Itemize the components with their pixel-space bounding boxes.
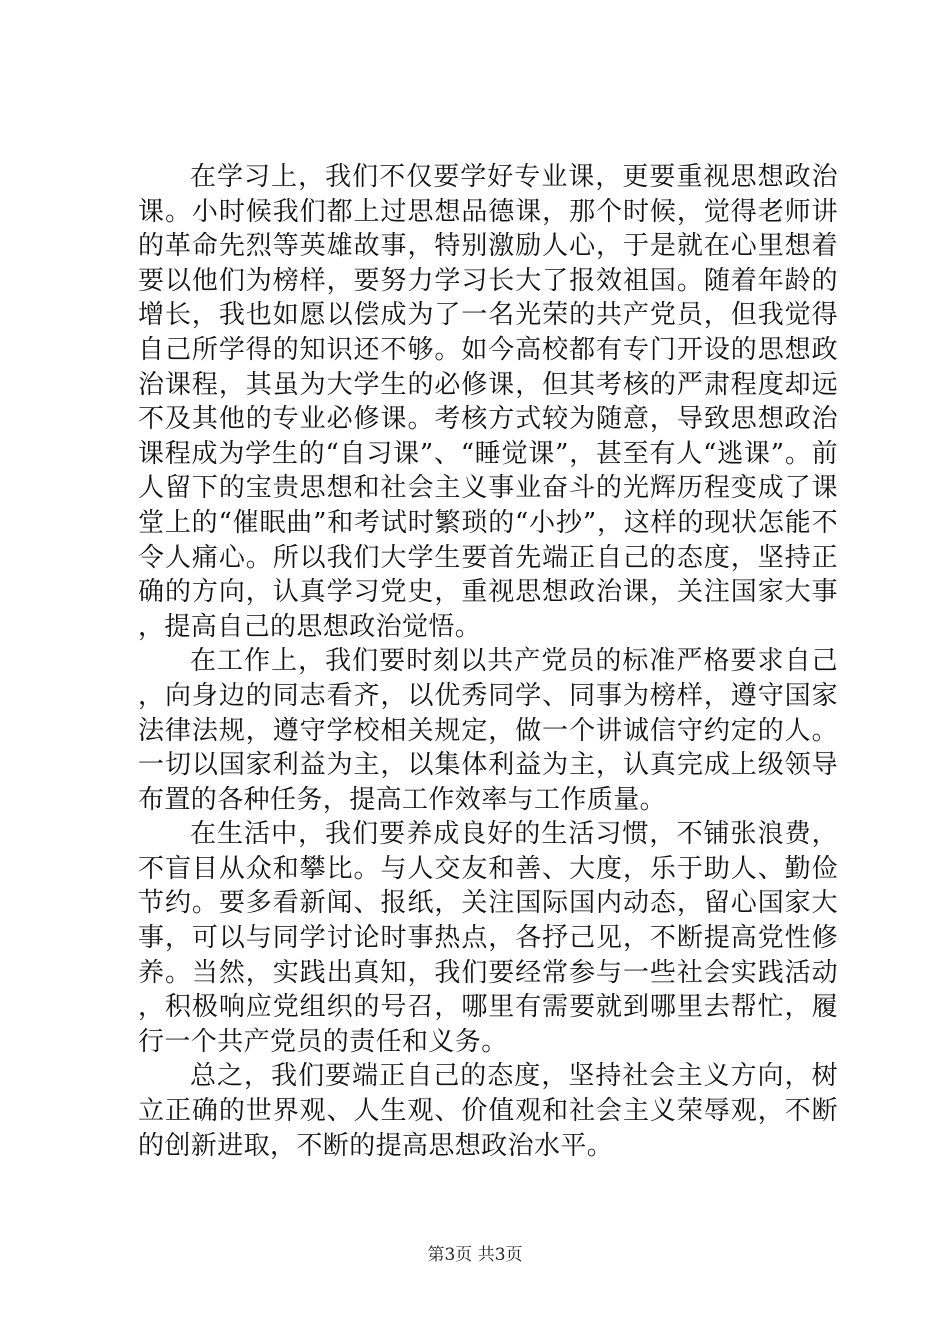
page-number-footer: 第3页 共3页: [427, 1245, 523, 1265]
paragraph-life: 在生活中，我们要养成良好的生活习惯，不铺张浪费，不盲目从众和攀比。与人交友和善、大度，乐于助人、勤俭节约。要多看新闻、报纸，关注国际国内动态，留心国家大事，可以与同学讨论时事热点，各抒己见，不断提高党性修养。当然，实践出真知，我们要经常参与一些社会实践活动，积极响应党组织的号召，哪里有需要就到哪里去帮忙，履行一个共产党员的责任和义务。: [138, 819, 838, 1057]
paragraph-conclusion: 总之，我们要端正自己的态度，坚持社会主义方向，树立正确的世界观、人生观、价值观和社会主义荣辱观，不断的创新进取，不断的提高思想政治水平。: [138, 1061, 838, 1161]
paragraph-work: 在工作上，我们要时刻以共产党员的标准严格要求自己，向身边的同志看齐，以优秀同学、同事为榜样，遵守国家法律法规，遵守学校相关规定，做一个讲诚信守约定的人。一切以国家利益为主，以集体利益为主，认真完成上级领导布置的各种任务，提高工作效率与工作质量。: [138, 646, 838, 815]
document-body: [138, 160, 838, 1163]
paragraph-study: 在学习上，我们不仅要学好专业课，更要重视思想政治课。小时候我们都上过思想品德课，那个时候，觉得老师讲的革命先烈等英雄故事，特别激励人心，于是就在心里想着要以他们为榜样，要努力学习长大了报效祖国。随着年龄的增长，我也如愿以偿成为了一名光荣的共产党员，但我觉得自己所学得的知识还不够。如今高校都有专门开设的思想政治课程，其虽为大学生的必修课，但其考核的严肃程度却远不及其他的专业必修课。考核方式较为随意，导致思想政治课程成为学生的“自习课”、“睡觉课”，甚至有人“逃课”。前人留下的宝贵思想和社会主义事业奋斗的光辉历程变成了课堂上的“催眠曲”和考试时繁琐的“小抄”，这样的现状怎能不令人痛心。所以我们大学生要首先端正自己的态度，坚持正确的方向，认真学习党史，重视思想政治课，关注国家大事，提高自己的思想政治觉悟。: [138, 162, 838, 642]
